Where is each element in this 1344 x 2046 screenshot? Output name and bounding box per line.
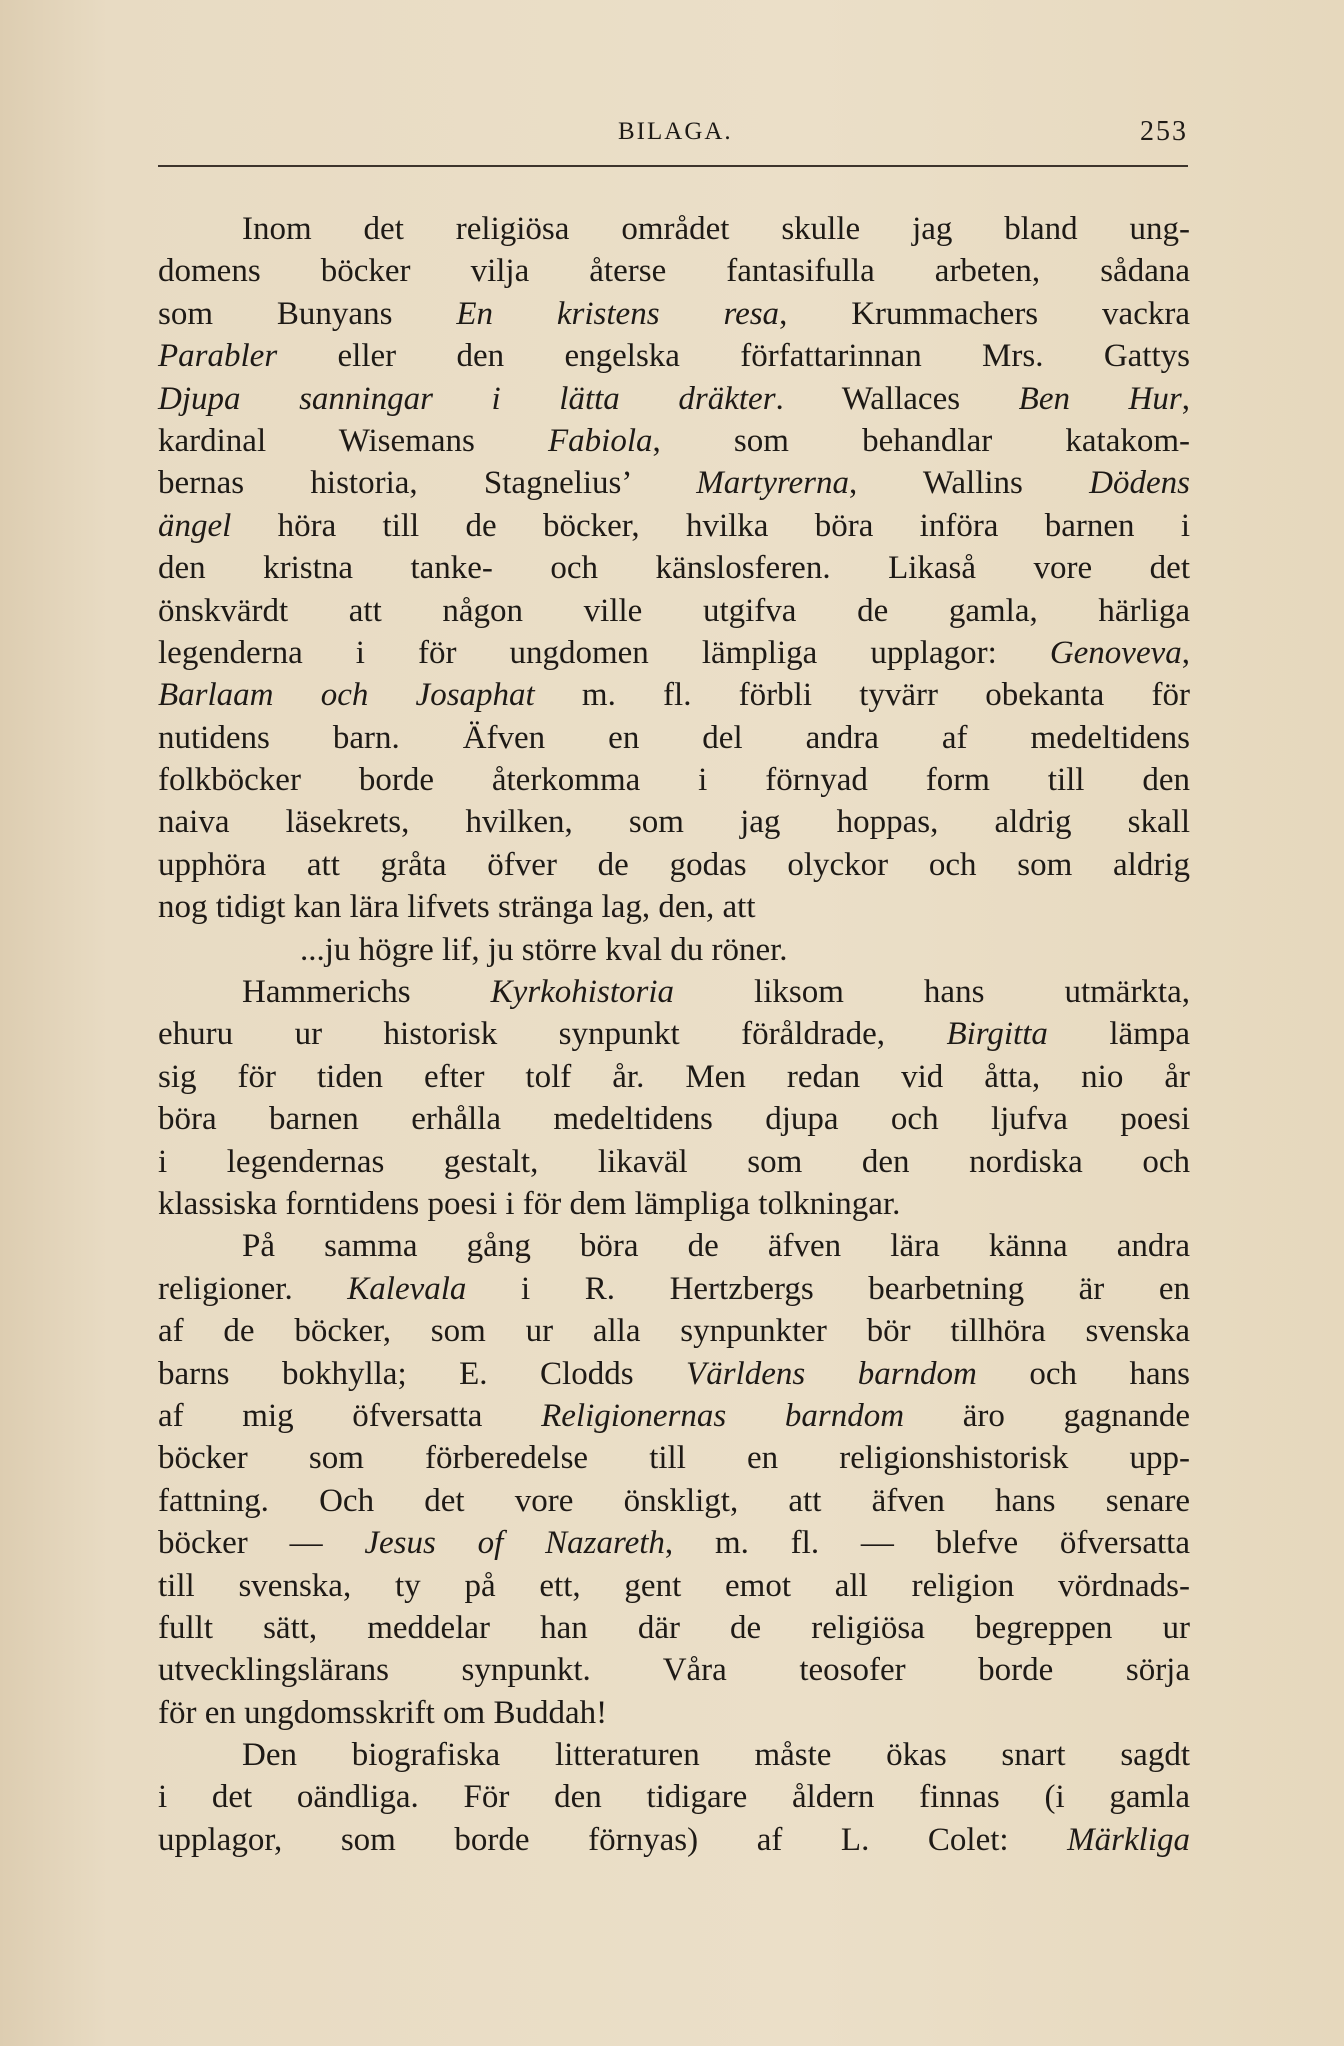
running-head: BILAGA.	[618, 118, 733, 145]
text-line: för en ungdomsskrift om Buddah!	[158, 1694, 608, 1731]
text-line: domens böcker vilja återse fantasifulla arbeten, sådana	[158, 253, 1190, 290]
text-line: i legendernas gestalt, likaväl som den nordiska och	[158, 1143, 1190, 1180]
text-line: utvecklingslärans synpunkt. Våra teosofer borde sörja	[158, 1652, 1190, 1689]
text-line: nog tidigt kan lära lifvets stränga lag, den, att	[158, 889, 756, 926]
page-header	[158, 118, 1188, 158]
text-line: legenderna i för ungdomen lämpliga upplagor: Genoveva,	[158, 634, 1190, 671]
text-line: ...ju högre lif, ju större kval du röner.	[300, 931, 788, 968]
text-line: På samma gång böra de äfven lära känna andra	[242, 1228, 1190, 1265]
text-line: den kristna tanke- och känslosferen. Likaså vore det	[158, 550, 1190, 587]
text-line: Parabler eller den engelska författarinnan Mrs. Gattys	[158, 338, 1190, 375]
text-line: Barlaam och Josaphat m. fl. förbli tyvärr obekanta för	[158, 677, 1190, 714]
text-line: af mig öfversatta Religionernas barndom äro gagnande	[158, 1397, 1191, 1434]
text-line: af de böcker, som ur alla synpunkter bör tillhöra svenska	[158, 1313, 1190, 1350]
text-line: till svenska, ty på ett, gent emot all religion vördnads-	[158, 1567, 1190, 1604]
page-number: 253	[1140, 116, 1188, 147]
text-line: religioner. Kalevala i R. Hertzbergs bearbetning är en	[158, 1270, 1190, 1307]
text-line: fattning. Och det vore önskligt, att äfven hans senare	[158, 1482, 1190, 1519]
text-line: Inom det religiösa området skulle jag bland ung-	[242, 211, 1190, 247]
header-rule	[158, 165, 1188, 167]
text-line: i det oändliga. För den tidigare åldern finnas (i gamla	[158, 1779, 1190, 1816]
text-line: folkböcker borde återkomma i förnyad form till den	[158, 762, 1190, 799]
text-line: bernas historia, Stagnelius’ Martyrerna, Wallins Dödens	[158, 465, 1190, 502]
text-line: böcker — Jesus of Nazareth, m. fl. — blefve öfversatta	[158, 1525, 1190, 1562]
text-line: önskvärdt att någon ville utgifva de gamla, härliga	[158, 592, 1190, 629]
text-line: naiva läsekrets, hvilken, som jag hoppas, aldrig skall	[158, 804, 1190, 841]
text-line: ängel höra till de böcker, hvilka böra införa barnen i	[158, 507, 1190, 544]
text-line: fullt sätt, meddelar han där de religiösa begreppen ur	[158, 1609, 1190, 1646]
text-line: Hammerichs Kyrkohistoria liksom hans utmärkta,	[242, 974, 1190, 1011]
text-line: böcker som förberedelse till en religionshistorisk upp-	[158, 1440, 1190, 1477]
text-line: sig för tiden efter tolf år. Men redan vid åtta, nio år	[158, 1058, 1190, 1095]
text-line: barns bokhylla; E. Clodds Världens barndom och hans	[158, 1355, 1190, 1392]
body-text	[158, 208, 1190, 1861]
text-line: böra barnen erhålla medeltidens djupa och ljufva poesi	[158, 1101, 1190, 1138]
text-line: ehuru ur historisk synpunkt föråldrade, Birgitta lämpa	[158, 1016, 1190, 1053]
text-line: upplagor, som borde förnyas) af L. Colet: Märkliga	[158, 1821, 1190, 1858]
text-line: som Bunyans En kristens resa, Krummachers vackra	[158, 295, 1190, 332]
text-line: kardinal Wisemans Fabiola, som behandlar katakom-	[158, 422, 1191, 459]
text-line: Den biografiska litteraturen måste ökas snart sagdt	[242, 1737, 1190, 1774]
text-line: klassiska forntidens poesi i för dem lämpliga tolkningar.	[158, 1185, 901, 1222]
text-line: Djupa sanningar i lätta dräkter. Wallaces Ben Hur,	[158, 380, 1190, 417]
text-line: upphöra att gråta öfver de godas olyckor och som aldrig	[158, 846, 1190, 883]
text-line: nutidens barn. Äfven en del andra af medeltidens	[158, 719, 1190, 756]
